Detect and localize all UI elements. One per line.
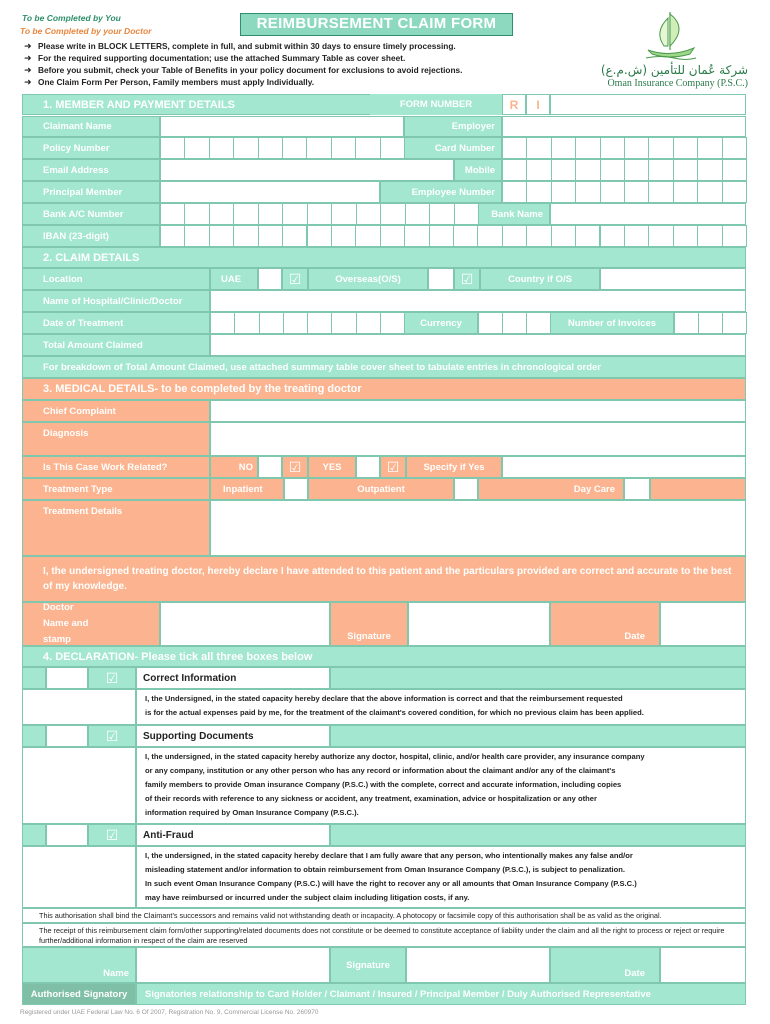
declaration-spacer: [22, 725, 46, 747]
checkbox-tick-icon: ☑: [380, 456, 406, 478]
arrow-right-icon: ➜: [24, 41, 32, 51]
location-label: Location: [22, 268, 210, 290]
date-digit-box[interactable]: [307, 312, 332, 334]
day-care-checkbox[interactable]: [624, 478, 650, 500]
bank-account-digit-box[interactable]: [258, 203, 283, 225]
bank-account-digit-box[interactable]: [454, 203, 479, 225]
bank-account-digit-box[interactable]: [356, 203, 381, 225]
card-number-digit-box[interactable]: [624, 137, 649, 159]
card-number-digit-box[interactable]: [722, 137, 747, 159]
iban-digit-box[interactable]: [307, 225, 332, 247]
doctor-signature-field[interactable]: [408, 602, 550, 646]
iban-digit-box[interactable]: [282, 225, 307, 247]
declaration-line: misleading statement and/or information to obtain reimbursement from Oman Insurance Company (P.S.C.), is subject to penalization.: [145, 865, 626, 874]
arrow-right-icon: ➜: [24, 77, 32, 87]
currency-char-box[interactable]: [526, 312, 551, 334]
declaration-line: is for the actual expenses paid by me, for the treatment of the claimant's covered condition, for which no previous claim has been applied.: [145, 708, 644, 717]
employee-number-digit-box[interactable]: [575, 181, 600, 203]
treatment-details-label: Treatment Details: [22, 500, 210, 556]
breakdown-note: For breakdown of Total Amount Claimed, use attached summary table cover sheet to tabulate entries in chronological order: [22, 356, 746, 378]
declaration-spacer: [22, 667, 46, 689]
iban-digit-box[interactable]: [355, 225, 380, 247]
card-number-label: Card Number: [404, 137, 502, 159]
declaration-filler: [330, 667, 746, 689]
iban-label: IBAN (23-digit): [22, 225, 160, 247]
form-number-field[interactable]: [550, 94, 746, 115]
mobile-digit-box[interactable]: [502, 159, 527, 181]
correct-info-text: [136, 689, 746, 725]
checkbox-tick-icon: ☑: [88, 725, 136, 747]
invoice-digit-box[interactable]: [698, 312, 723, 334]
iban-digit-box[interactable]: [526, 225, 551, 247]
principal-member-field[interactable]: [160, 181, 380, 203]
anti-fraud-checkbox[interactable]: [46, 824, 88, 846]
treatment-type-filler: [650, 478, 746, 500]
treatment-type-label: Treatment Type: [22, 478, 210, 500]
iban-digit-box[interactable]: [648, 225, 673, 247]
declaration-line: I, the Undersigned, in the stated capacity hereby declare that the above information is correct and that the reimbursement requested: [145, 694, 623, 703]
declaration-left-blank: [22, 689, 136, 725]
section4-header: [22, 646, 746, 667]
invoice-digit-box[interactable]: [722, 312, 747, 334]
no-label: NO: [210, 456, 258, 478]
declaration-spacer: [22, 824, 46, 846]
instruction-item: ➜ Please write in BLOCK LETTERS, complete in full, and submit within 30 days to ensure timely processing.: [24, 41, 456, 51]
date-treatment-label: Date of Treatment: [22, 312, 210, 334]
bank-account-digit-box[interactable]: [380, 203, 405, 225]
date-digit-box[interactable]: [356, 312, 381, 334]
section3-header: [22, 378, 746, 400]
doctor-name-field[interactable]: [160, 602, 330, 646]
inpatient-checkbox[interactable]: [284, 478, 308, 500]
bank-account-digit-box[interactable]: [307, 203, 332, 225]
policy-number-digit-box[interactable]: [380, 137, 405, 159]
policy-number-label: Policy Number: [22, 137, 160, 159]
number-invoices-label: Number of Invoices: [550, 312, 674, 334]
declaration-left-blank: [22, 846, 136, 908]
form-number-label: FORM NUMBER: [370, 94, 502, 115]
declaration-filler: [330, 725, 746, 747]
correct-info-checkbox[interactable]: [46, 667, 88, 689]
card-number-digit-box[interactable]: [526, 137, 551, 159]
mobile-label: Mobile: [454, 159, 502, 181]
instruction-item: ➜ Before you submit, check your Table of Benefits in your policy document for exclusions to avoid rejections.: [24, 65, 463, 75]
iban-digit-box[interactable]: [551, 225, 576, 247]
signatory-date-label: Date: [550, 947, 660, 983]
policy-number-digit-box[interactable]: [184, 137, 209, 159]
iban-digit-box[interactable]: [697, 225, 722, 247]
diagnosis-label: Diagnosis: [22, 422, 210, 456]
declaration-line: may have reimbursed or incurred under the subject claim including litigation costs, if any.: [145, 893, 470, 902]
employer-label: Employer: [404, 116, 502, 137]
employee-number-digit-box[interactable]: [551, 181, 576, 203]
declaration-line: I, the undersigned, in the stated capacity hereby declare that I am fully aware that any person, who intentionally makes any false and/or: [145, 851, 633, 860]
employee-number-digit-box[interactable]: [624, 181, 649, 203]
mobile-digit-box[interactable]: [551, 159, 576, 181]
hospital-field[interactable]: [210, 290, 746, 312]
iban-digit-box[interactable]: [477, 225, 502, 247]
supporting-docs-text: [136, 747, 746, 824]
overseas-checkbox[interactable]: [428, 268, 454, 290]
policy-number-digit-box[interactable]: [355, 137, 380, 159]
iban-digit-box[interactable]: [429, 225, 454, 247]
relationship-label: Signatories relationship to Card Holder / Claimant / Insured / Principal Member / Duly Authorised Representative: [136, 983, 746, 1005]
form-number-prefix-r: R: [502, 94, 526, 115]
date-digit-box[interactable]: [380, 312, 405, 334]
iban-digit-box[interactable]: [673, 225, 698, 247]
specify-field[interactable]: [502, 456, 746, 478]
employee-number-digit-box[interactable]: [697, 181, 722, 203]
note-completed-by-doctor: To be Completed by your Doctor: [20, 26, 152, 36]
policy-number-digit-box[interactable]: [282, 137, 307, 159]
bank-account-digit-box[interactable]: [184, 203, 209, 225]
iban-digit-box[interactable]: [722, 225, 747, 247]
iban-digit-box[interactable]: [331, 225, 356, 247]
mobile-digit-box[interactable]: [624, 159, 649, 181]
bank-account-label: Bank A/C Number: [22, 203, 160, 225]
treatment-details-field[interactable]: [210, 500, 746, 556]
diagnosis-field[interactable]: [210, 422, 746, 456]
date-digit-box[interactable]: [259, 312, 284, 334]
uae-label: UAE: [210, 268, 258, 290]
declaration-line: In such event Oman Insurance Company (P.S.C.) will have the right to recover any or all amounts that Oman Insurance Company (P.S.C.): [145, 879, 637, 888]
dhow-logo-icon: [640, 8, 700, 63]
registration-footer: Registered under UAE Federal Law No. 6 Of 2007, Registration No. 9, Commercial License No. 260970: [20, 1009, 319, 1016]
logo-arabic-text: شركة عُمان للتأمين (ش.م.ع): [600, 63, 748, 77]
instructions-list: [24, 40, 564, 88]
work-related-yes-checkbox[interactable]: [356, 456, 380, 478]
employee-number-digit-box[interactable]: [648, 181, 673, 203]
iban-digit-box[interactable]: [575, 225, 600, 247]
overseas-label: Overseas(O/S): [308, 268, 428, 290]
currency-char-box[interactable]: [502, 312, 527, 334]
card-number-digit-box[interactable]: [551, 137, 576, 159]
currency-label: Currency: [404, 312, 478, 334]
mobile-digit-box[interactable]: [697, 159, 722, 181]
principal-member-label: Principal Member: [22, 181, 160, 203]
card-number-digit-box[interactable]: [502, 137, 527, 159]
declaration-line: of their records with reference to any sickness or accident, any treatment, examination, advice or hospitalization or any other: [145, 794, 597, 803]
date-digit-box[interactable]: [331, 312, 356, 334]
checkbox-tick-icon: ☑: [88, 667, 136, 689]
outpatient-checkbox[interactable]: [454, 478, 478, 500]
doctor-signature-label: Signature: [330, 602, 408, 646]
employee-number-digit-box[interactable]: [673, 181, 698, 203]
checkbox-tick-icon: ☑: [454, 268, 480, 290]
doctor-declaration: I, the undersigned treating doctor, hereby declare I have attended to this patient and the particulars provided are correct and accurate to the best of my knowledge.: [22, 556, 746, 602]
anti-fraud-title: Anti-Fraud: [136, 824, 330, 846]
checkbox-tick-icon: ☑: [88, 824, 136, 846]
card-number-digit-box[interactable]: [673, 137, 698, 159]
chief-complaint-label: Chief Complaint: [22, 400, 210, 422]
mobile-digit-box[interactable]: [600, 159, 625, 181]
iban-digit-box[interactable]: [380, 225, 405, 247]
country-field[interactable]: [600, 268, 746, 290]
claimant-name-label: Claimant Name: [22, 116, 160, 137]
policy-number-digit-box[interactable]: [160, 137, 185, 159]
iban-digit-box[interactable]: [184, 225, 209, 247]
iban-digit-box[interactable]: [258, 225, 283, 247]
employee-number-label: Employee Number: [380, 181, 502, 203]
iban-digit-box[interactable]: [502, 225, 527, 247]
date-digit-box[interactable]: [210, 312, 235, 334]
doctor-name-label: Doctor Name and stamp: [22, 602, 160, 646]
day-care-label: Day Care: [478, 478, 624, 500]
iban-digit-box[interactable]: [160, 225, 185, 247]
hospital-label: Name of Hospital/Clinic/Doctor: [22, 290, 210, 312]
work-related-label: Is This Case Work Related?: [22, 456, 210, 478]
bank-account-digit-box[interactable]: [160, 203, 185, 225]
mobile-digit-box[interactable]: [673, 159, 698, 181]
doctor-date-label: Date: [550, 602, 660, 646]
form-title: REIMBURSEMENT CLAIM FORM: [240, 13, 513, 36]
name-label: Name: [22, 947, 136, 983]
bank-account-digit-box[interactable]: [209, 203, 234, 225]
iban-digit-box[interactable]: [233, 225, 258, 247]
supporting-docs-title: Supporting Documents: [136, 725, 330, 747]
bank-account-digit-box[interactable]: [405, 203, 430, 225]
iban-digit-box[interactable]: [404, 225, 429, 247]
inpatient-label: Inpatient: [210, 478, 284, 500]
arrow-right-icon: ➜: [24, 53, 32, 63]
employer-field[interactable]: [502, 116, 746, 137]
policy-number-digit-box[interactable]: [331, 137, 356, 159]
bank-account-digit-box[interactable]: [233, 203, 258, 225]
receipt-note: The receipt of this reimbursement claim form/other supporting/related documents does not constitute or be deemed to constitute acceptance of liability under the claim and all the right to process or reject or require further/additional information in respect of the claim are reserved: [22, 923, 746, 947]
section1-title: 1. MEMBER AND PAYMENT DETAILS: [43, 98, 235, 111]
bank-account-digit-box[interactable]: [331, 203, 356, 225]
date-digit-box[interactable]: [283, 312, 308, 334]
policy-number-digit-box[interactable]: [233, 137, 258, 159]
bank-account-digit-box[interactable]: [282, 203, 307, 225]
invoice-digit-box[interactable]: [674, 312, 699, 334]
form-number-prefix-i: I: [526, 94, 550, 115]
card-number-digit-box[interactable]: [697, 137, 722, 159]
correct-info-title: Correct Information: [136, 667, 330, 689]
country-label: Country if O/S: [480, 268, 600, 290]
iban-digit-box[interactable]: [624, 225, 649, 247]
supporting-docs-checkbox[interactable]: [46, 725, 88, 747]
authorisation-note: This authorisation shall bind the Claimant's successors and remains valid not withstanding death or incapacity. A photocopy or facsimile copy of this authorisation shall be as valid as the original.: [22, 908, 746, 923]
email-field[interactable]: [160, 159, 454, 181]
bank-name-label: Bank Name: [478, 203, 550, 225]
policy-number-digit-box[interactable]: [258, 137, 283, 159]
declaration-line: I, the undersigned, in the stated capacity hereby authorize any doctor, hospital, clinic, and/or health care provider, any insurance company: [145, 752, 645, 761]
signatory-signature-label: Signature: [330, 947, 406, 983]
specify-label: Specify if Yes: [406, 456, 502, 478]
employee-number-digit-box[interactable]: [600, 181, 625, 203]
declaration-left-blank: [22, 747, 136, 824]
outpatient-label: Outpatient: [308, 478, 454, 500]
anti-fraud-text: [136, 846, 746, 908]
note-completed-by-you: To be Completed by You: [22, 13, 121, 23]
logo-english-text: Oman Insurance Company (P.S.C.): [607, 78, 748, 89]
mobile-digit-box[interactable]: [526, 159, 551, 181]
policy-number-digit-box[interactable]: [209, 137, 234, 159]
checkbox-tick-icon: ☑: [282, 268, 308, 290]
card-number-digit-box[interactable]: [600, 137, 625, 159]
total-claimed-label: Total Amount Claimed: [22, 334, 210, 356]
authorised-signatory-label: Authorised Signatory: [22, 983, 136, 1005]
chief-complaint-field[interactable]: [210, 400, 746, 422]
bank-name-field[interactable]: [550, 203, 746, 225]
section2-title: 2. CLAIM DETAILS: [43, 251, 140, 264]
doctor-date-field[interactable]: [660, 602, 746, 646]
mobile-digit-box[interactable]: [722, 159, 747, 181]
signatory-signature-field[interactable]: [406, 947, 550, 983]
uae-checkbox[interactable]: [258, 268, 282, 290]
declaration-line: family members to provide Oman insurance Company (P.S.C.) with the complete, correct and accurate information, including copies: [145, 780, 622, 789]
arrow-right-icon: ➜: [24, 65, 32, 75]
mobile-digit-box[interactable]: [575, 159, 600, 181]
iban-digit-box[interactable]: [209, 225, 234, 247]
total-claimed-field[interactable]: [210, 334, 746, 356]
bank-account-digit-box[interactable]: [429, 203, 454, 225]
signatory-date-field[interactable]: [660, 947, 746, 983]
employee-number-digit-box[interactable]: [722, 181, 747, 203]
employee-number-digit-box[interactable]: [526, 181, 551, 203]
employee-number-digit-box[interactable]: [502, 181, 527, 203]
currency-char-box[interactable]: [478, 312, 503, 334]
policy-number-digit-box[interactable]: [306, 137, 331, 159]
email-label: Email Address: [22, 159, 160, 181]
section2-header: [22, 247, 746, 268]
section4-title: 4. DECLARATION- Please tick all three boxes below: [43, 650, 313, 663]
work-related-no-checkbox[interactable]: [258, 456, 282, 478]
card-number-digit-box[interactable]: [648, 137, 673, 159]
instruction-item: ➜ One Claim Form Per Person, Family members must apply Individually.: [24, 77, 315, 87]
date-digit-box[interactable]: [234, 312, 259, 334]
iban-digit-box[interactable]: [453, 225, 478, 247]
name-field[interactable]: [136, 947, 330, 983]
declaration-filler: [330, 824, 746, 846]
claimant-name-field[interactable]: [160, 116, 404, 137]
declaration-line: information required by Oman Insurance Company (P.S.C.).: [145, 808, 359, 817]
section3-title: 3. MEDICAL DETAILS- to be completed by the treating doctor: [43, 383, 362, 395]
card-number-digit-box[interactable]: [575, 137, 600, 159]
iban-digit-box[interactable]: [600, 225, 625, 247]
checkbox-tick-icon: ☑: [282, 456, 308, 478]
instruction-item: ➜ For the required supporting documentation; use the attached Summary Table as cover sheet.: [24, 53, 406, 63]
yes-label: YES: [308, 456, 356, 478]
mobile-digit-box[interactable]: [648, 159, 673, 181]
declaration-line: or any company, institution or any other person who has any record or information about the claimant and/or any of the claimant's: [145, 766, 616, 775]
